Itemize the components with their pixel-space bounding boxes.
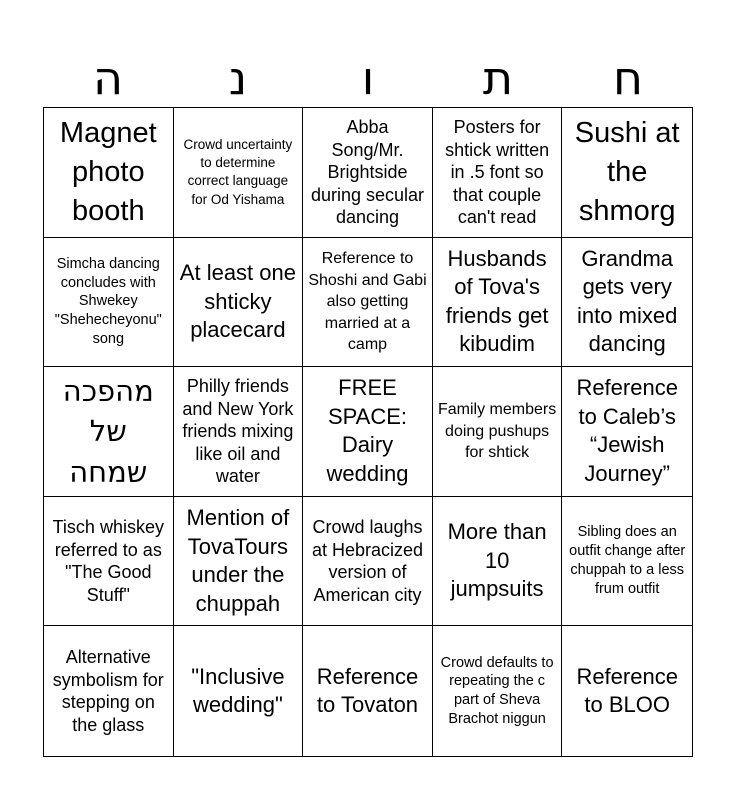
bingo-cell: Sibling does an outfit change after chuppah to a less frum outfit	[562, 497, 692, 627]
bingo-cell: At least one shticky placecard	[174, 238, 304, 368]
bingo-cell: Sushi at the shmorg	[562, 108, 692, 238]
bingo-cell: Reference to Tovaton	[303, 626, 433, 756]
bingo-cell: Tisch whiskey referred to as "The Good Stuff"	[44, 497, 174, 627]
bingo-cell: Magnet photo booth	[44, 108, 174, 238]
bingo-cell: Family members doing pushups for shtick	[433, 367, 563, 497]
bingo-cell: Crowd laughs at Hebracized version of American city	[303, 497, 433, 627]
bingo-grid	[43, 107, 693, 757]
bingo-cell: Grandma gets very into mixed dancing	[562, 238, 692, 368]
bingo-cell: Philly friends and New York friends mixing like oil and water	[174, 367, 304, 497]
header-letter: ו	[361, 51, 375, 105]
header-letter: נ	[228, 51, 248, 105]
bingo-cell: Mention of TovaTours under the chuppah	[174, 497, 304, 627]
bingo-cell: Crowd uncertainty to determine correct language for Od Yishama	[174, 108, 304, 238]
header-letter: ח	[612, 51, 644, 105]
bingo-cell: Husbands of Tova's friends get kibudim	[433, 238, 563, 368]
bingo-header	[43, 48, 693, 108]
bingo-cell: Abba Song/Mr. Brightside during secular dancing	[303, 108, 433, 238]
bingo-cell: מהפכה של שמחה	[44, 367, 174, 497]
bingo-cell: Reference to Shoshi and Gabi also getting married at a camp	[303, 238, 433, 368]
header-letter: ה	[92, 51, 124, 105]
free-space-cell: FREE SPACE: Dairy wedding	[303, 367, 433, 497]
bingo-cell: Reference to BLOO	[576, 663, 678, 718]
bingo-cell: Alternative symbolism for stepping on the glass	[44, 626, 174, 756]
header-letter: ת	[482, 51, 514, 105]
bingo-cell: Crowd defaults to repeating the c part of Sheva Brachot niggun	[433, 626, 563, 756]
bingo-cell: Simcha dancing concludes with Shwekey "Shehecheyonu" song	[44, 238, 174, 368]
bingo-cell: Reference to Caleb’s “Jewish Journey”	[562, 367, 692, 497]
bingo-cell: More than 10 jumpsuits	[433, 497, 563, 627]
bingo-cell: Posters for shtick written in .5 font so that couple can't read	[433, 108, 563, 238]
bingo-cell: "Inclusive wedding"	[174, 626, 304, 756]
